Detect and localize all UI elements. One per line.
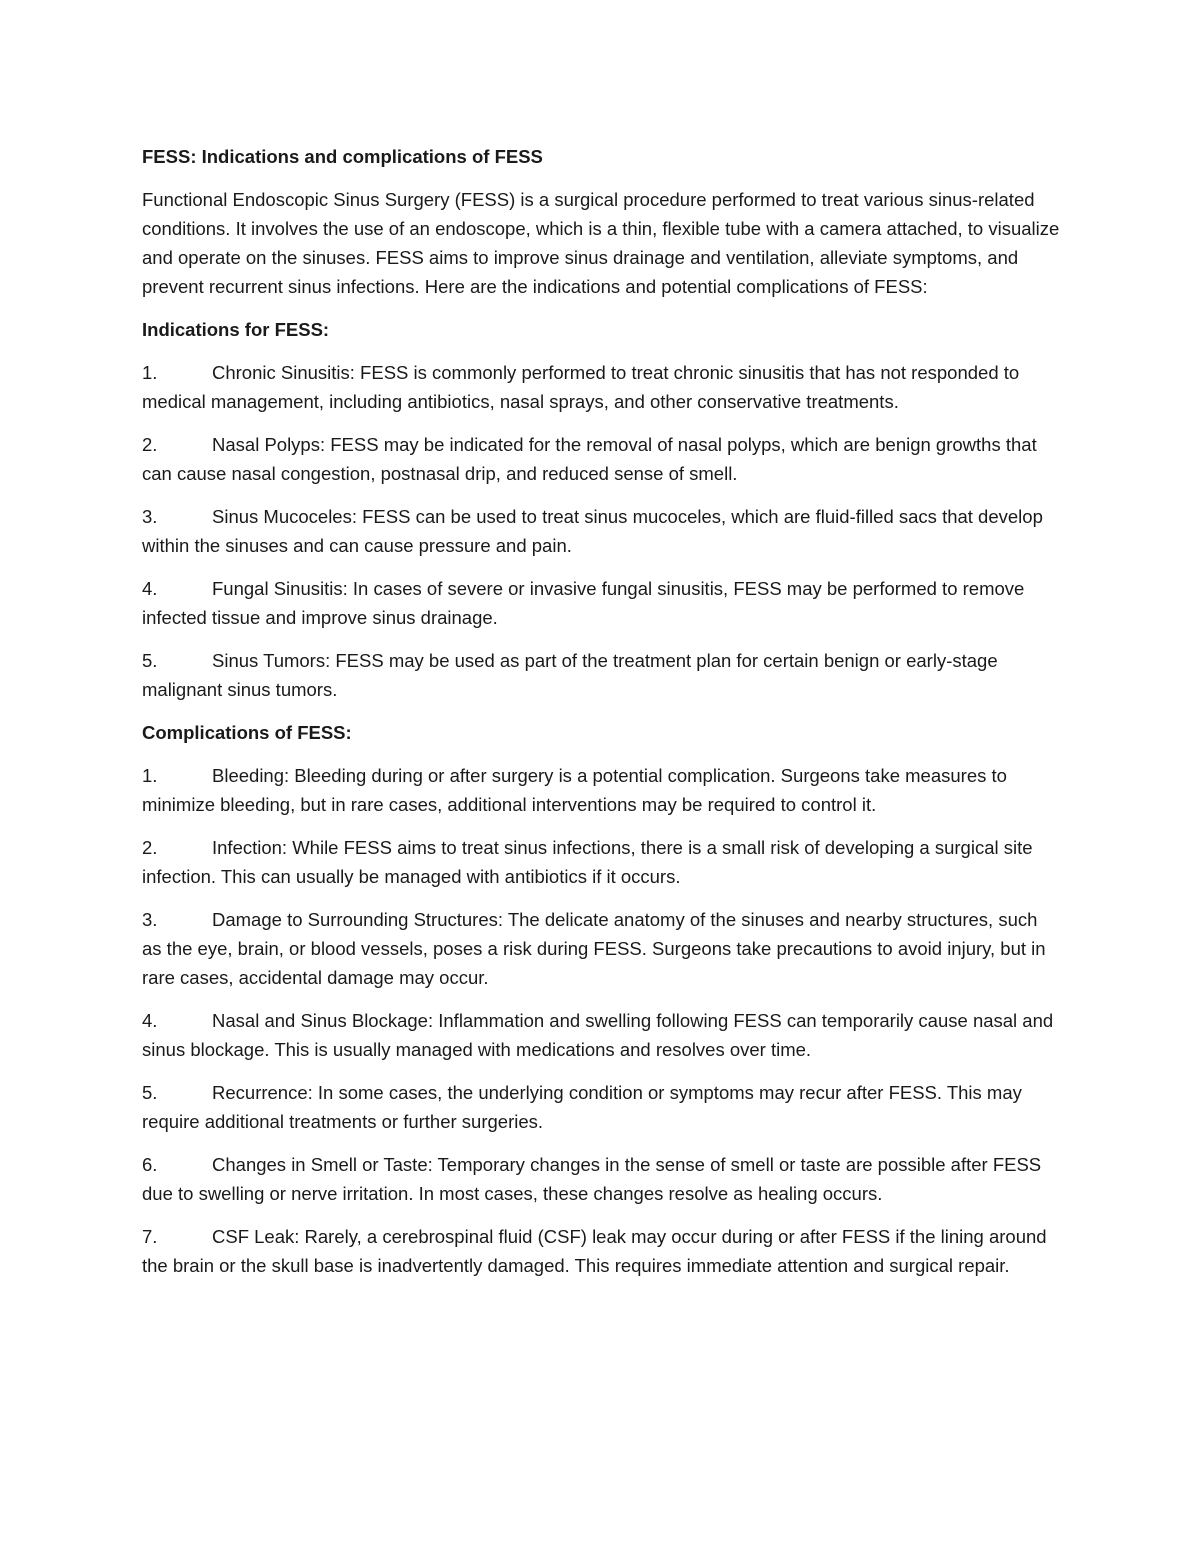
item-text: Changes in Smell or Taste: Temporary changes in the sense of smell or taste are possible after FESS due to swelling or nerve irritation. In most cases, these changes resolve as healing occurs. (142, 1154, 1042, 1204)
item-text: Sinus Mucoceles: FESS can be used to treat sinus mucoceles, which are fluid-filled sacs that develop within the sinuses and can cause pressure and pain. (142, 506, 1043, 556)
complications-heading: Complications of FESS: (142, 722, 352, 743)
item-number: 3. (142, 909, 158, 930)
list-item (142, 1078, 1062, 1136)
list-item (142, 833, 1062, 891)
list-item (142, 430, 1062, 488)
item-number: 5. (142, 1082, 158, 1103)
list-item (142, 761, 1062, 819)
item-text: Nasal and Sinus Blockage: Inflammation and swelling following FESS can temporarily cause nasal and sinus blockage. This is usually managed with medications and resolves over time. (142, 1010, 1054, 1060)
list-item (142, 358, 1062, 416)
list-item (142, 502, 1062, 560)
item-number: 1. (142, 362, 158, 383)
item-text: Recurrence: In some cases, the underlying condition or symptoms may recur after FESS. This may require additional treatments or further surgeries. (142, 1082, 1022, 1132)
item-number: 2. (142, 434, 158, 455)
item-text: CSF Leak: Rarely, a cerebrospinal fluid (CSF) leak may occur during or after FESS if the lining around the brain or the skull base is inadvertently damaged. This requires immediate attention and surgical repair. (142, 1226, 1047, 1276)
item-number: 4. (142, 578, 158, 599)
item-number: 5. (142, 650, 158, 671)
item-number: 1. (142, 765, 158, 786)
item-text: Infection: While FESS aims to treat sinus infections, there is a small risk of developing a surgical site infection. This can usually be managed with antibiotics if it occurs. (142, 837, 1033, 887)
document-title: FESS: Indications and complications of FESS (142, 146, 543, 167)
item-text: Sinus Tumors: FESS may be used as part of the treatment plan for certain benign or early-stage malignant sinus tumors. (142, 650, 998, 700)
list-item (142, 1222, 1062, 1280)
item-number: 4. (142, 1010, 158, 1031)
item-text: Fungal Sinusitis: In cases of severe or invasive fungal sinusitis, FESS may be performed to remove infected tissue and improve sinus drainage. (142, 578, 1025, 628)
item-text: Chronic Sinusitis: FESS is commonly performed to treat chronic sinusitis that has not responded to medical management, including antibiotics, nasal sprays, and other conservative treatments. (142, 362, 1020, 412)
indications-list (142, 358, 1062, 704)
list-item (142, 574, 1062, 632)
intro-paragraph: Functional Endoscopic Sinus Surgery (FESS) is a surgical procedure performed to treat various sinus-related conditions. It involves the use of an endoscope, which is a thin, flexible tube with a camera attached, to visualize and operate on the sinuses. FESS aims to improve sinus drainage and ventilation, alleviate symptoms, and prevent recurrent sinus infections. Here are the indications and potential complications of FESS: (142, 189, 1060, 297)
document-page (142, 142, 1062, 1294)
list-item (142, 1006, 1062, 1064)
item-text: Damage to Surrounding Structures: The delicate anatomy of the sinuses and nearby structures, such as the eye, brain, or blood vessels, poses a risk during FESS. Surgeons take precautions to avoid injury, but in rare cases, accidental damage may occur. (142, 909, 1046, 988)
list-item (142, 905, 1062, 992)
complications-list (142, 761, 1062, 1280)
item-number: 3. (142, 506, 158, 527)
item-number: 7. (142, 1226, 158, 1247)
list-item (142, 1150, 1062, 1208)
indications-heading: Indications for FESS: (142, 319, 330, 340)
item-text: Bleeding: Bleeding during or after surgery is a potential complication. Surgeons take measures to minimize bleeding, but in rare cases, additional interventions may be required to control it. (142, 765, 1007, 815)
item-text: Nasal Polyps: FESS may be indicated for the removal of nasal polyps, which are benign growths that can cause nasal congestion, postnasal drip, and reduced sense of smell. (142, 434, 1037, 484)
item-number: 6. (142, 1154, 158, 1175)
list-item (142, 646, 1062, 704)
item-number: 2. (142, 837, 158, 858)
